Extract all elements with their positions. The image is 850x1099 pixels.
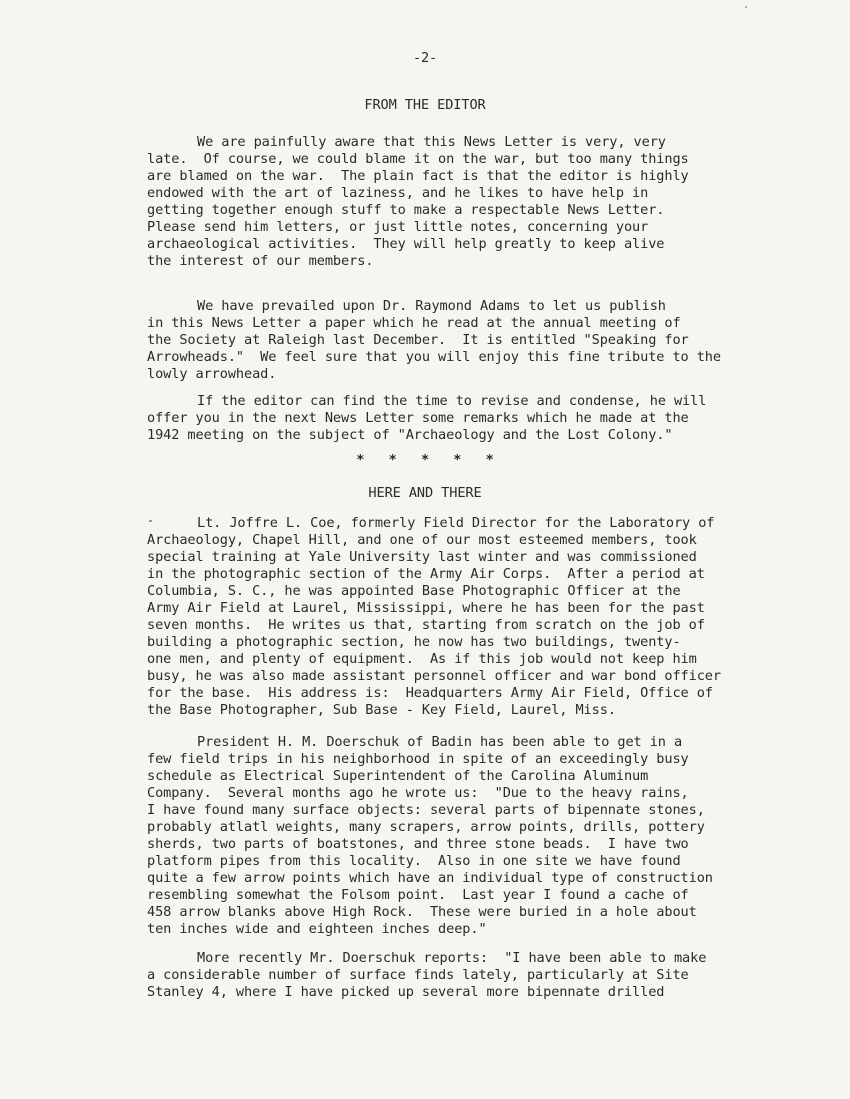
text-line: 1942 meeting on the subject of "Archaeology and the Lost Colony." (147, 427, 673, 443)
text-line: the Society at Raleigh last December. It is entitled "Speaking for (147, 332, 689, 348)
text-line: busy, he was also made assistant personnel officer and war bond officer (147, 668, 721, 684)
text-line: Army Air Field at Laurel, Mississippi, where he has been for the past (147, 600, 705, 616)
text-line: the interest of our members. (147, 253, 374, 269)
text-line: few field trips in his neighborhood in spite of an exceedingly busy (147, 751, 689, 767)
text-line: getting together enough stuff to make a respectable News Letter. (147, 202, 665, 218)
section-heading-here-and-there: HERE AND THERE (368, 485, 482, 501)
text-line: More recently Mr. Doerschuk reports: "I have been able to make (197, 950, 707, 966)
text-line: seven months. He writes us that, starting from scratch on the job of (147, 617, 705, 633)
text-line: Arrowheads." We feel sure that you will enjoy this fine tribute to the (147, 349, 721, 365)
text-line: probably atlatl weights, many scrapers, arrow points, drills, pottery (147, 819, 705, 835)
text-line: offer you in the next News Letter some remarks which he made at the (147, 410, 689, 426)
text-line: President H. M. Doerschuk of Badin has been able to get in a (197, 734, 683, 750)
text-line: late. Of course, we could blame it on the war, but too many things (147, 151, 689, 167)
text-line: in the photographic section of the Army Air Corps. After a period at (147, 566, 705, 582)
text-line: We have prevailed upon Dr. Raymond Adams to let us publish (197, 298, 666, 314)
text-line: platform pipes from this locality. Also in one site we have found (147, 853, 681, 869)
text-line: ten inches wide and eighteen inches deep." (147, 921, 487, 937)
text-line: a considerable number of surface finds lately, particularly at Site (147, 967, 689, 983)
text-line: sherds, two parts of boatstones, and three stone beads. I have two (147, 836, 689, 852)
text-line: endowed with the art of laziness, and he likes to have help in (147, 185, 649, 201)
text-line: quite a few arrow points which have an individual type of construction (147, 870, 713, 886)
text-line: resembling somewhat the Folsom point. Last year I found a cache of (147, 887, 689, 903)
section-heading-from-editor: FROM THE EDITOR (364, 97, 486, 113)
paper-speck (745, 6, 747, 8)
text-line: Company. Several months ago he wrote us: "Due to the heavy rains, (147, 785, 689, 801)
asterisk-separator: * * * * * (356, 452, 494, 468)
text-line: the Base Photographer, Sub Base - Key Field, Laurel, Miss. (147, 702, 616, 718)
text-line: archaeological activities. They will help greatly to keep alive (147, 236, 665, 252)
text-line: building a photographic section, he now has two buildings, twenty- (147, 634, 681, 650)
text-line: for the base. His address is: Headquarters Army Air Field, Office of (147, 685, 713, 701)
text-line: 458 arrow blanks above High Rock. These were buried in a hole about (147, 904, 697, 920)
text-line: Please send him letters, or just little notes, concerning your (147, 219, 649, 235)
text-line: Stanley 4, where I have picked up several more bipennate drilled (147, 984, 665, 1000)
text-line: special training at Yale University last winter and was commissioned (147, 549, 697, 565)
text-line: We are painfully aware that this News Letter is very, very (197, 134, 666, 150)
ink-mark (149, 520, 152, 522)
text-line: in this News Letter a paper which he read at the annual meeting of (147, 315, 681, 331)
page-number: -2- (412, 50, 438, 66)
text-line: schedule as Electrical Superintendent of the Carolina Aluminum (147, 768, 649, 784)
text-line: Columbia, S. C., he was appointed Base Photographic Officer at the (147, 583, 681, 599)
text-line: Lt. Joffre L. Coe, formerly Field Director for the Laboratory of (197, 515, 715, 531)
text-line: one men, and plenty of equipment. As if this job would not keep him (147, 651, 697, 667)
text-line: If the editor can find the time to revise and condense, he will (197, 393, 707, 409)
text-line: lowly arrowhead. (147, 366, 277, 382)
text-line: I have found many surface objects: several parts of bipennate stones, (147, 802, 705, 818)
text-line: Archaeology, Chapel Hill, and one of our most esteemed members, took (147, 532, 697, 548)
text-line: are blamed on the war. The plain fact is that the editor is highly (147, 168, 689, 184)
